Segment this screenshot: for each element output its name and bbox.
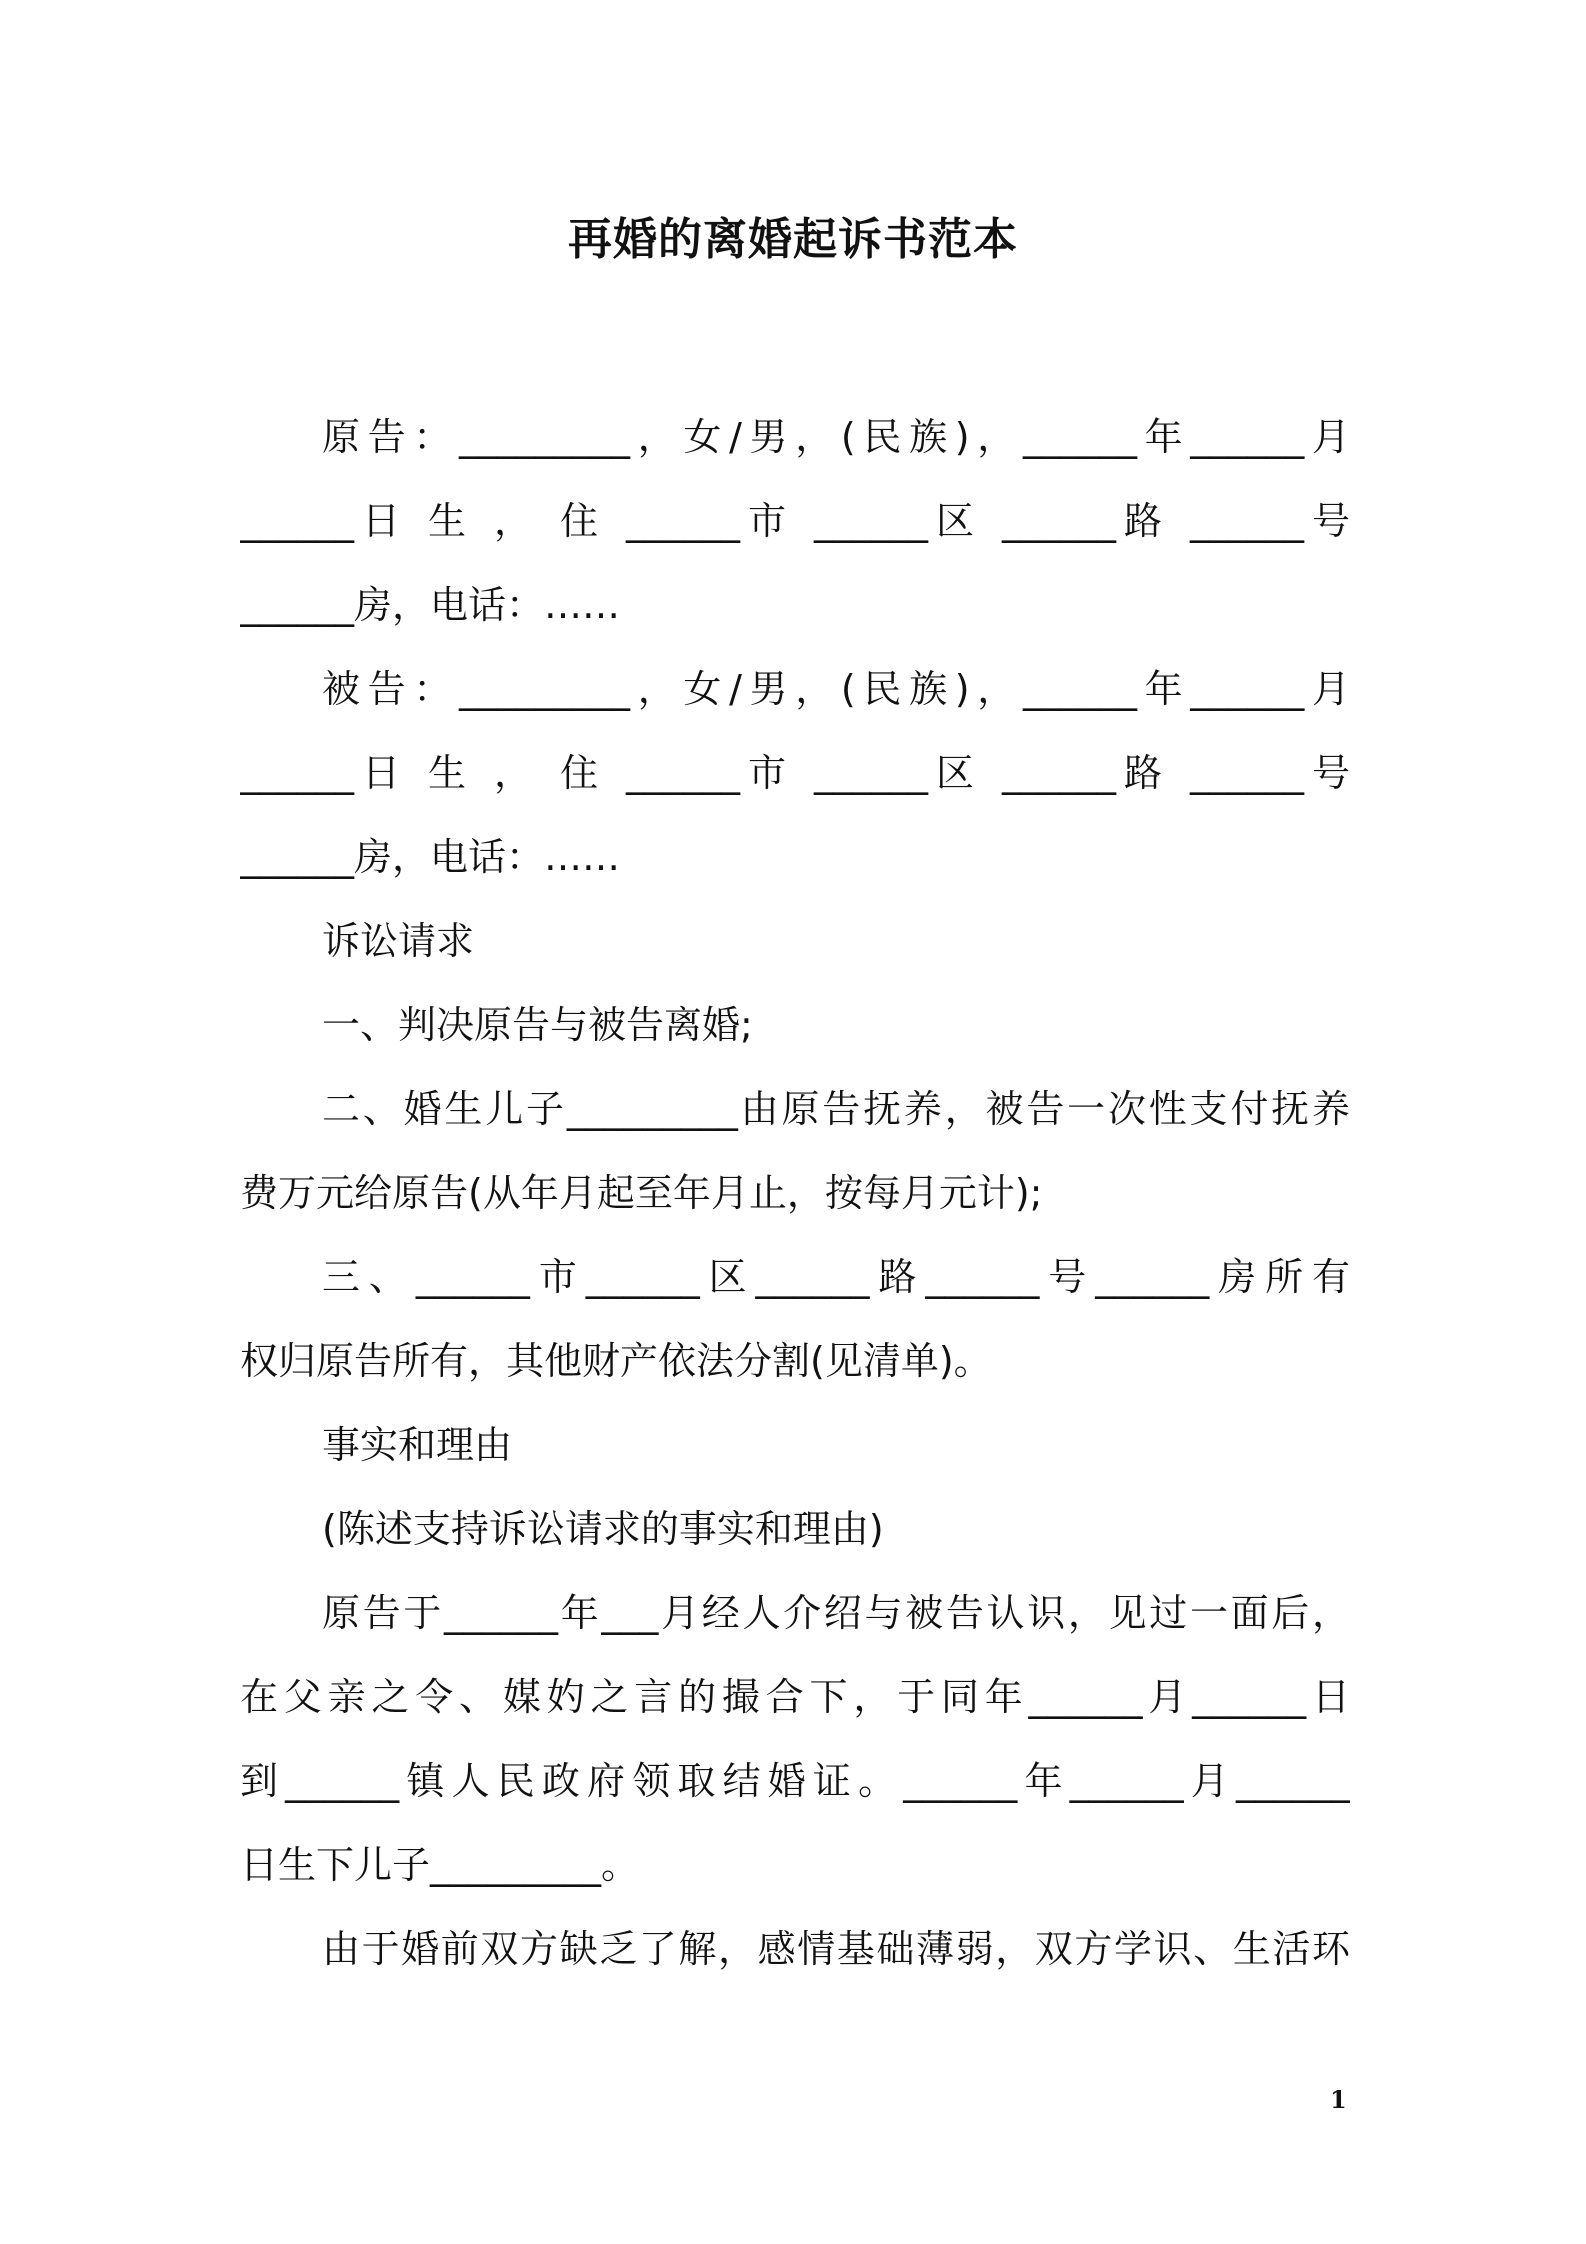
document-line: (陈述支持诉讼请求的事实和理由) bbox=[322, 1507, 884, 1551]
document-line: 二、婚生儿子_________由原告抚养，被告一次性支付抚养 bbox=[322, 1087, 1350, 1131]
document-line: 诉讼请求 bbox=[322, 919, 475, 963]
document-body bbox=[240, 395, 1350, 1991]
page-number: 1 bbox=[1330, 2085, 1347, 2114]
document-line: 权归原告所有，其他财产依法分割(见清单)。 bbox=[240, 1339, 992, 1383]
document-line: 原告于______年___月经人介绍与被告认识，见过一面后， bbox=[322, 1591, 1350, 1635]
document-line: 事实和理由 bbox=[322, 1423, 513, 1467]
document-line: 日生下儿子_________。 bbox=[240, 1843, 640, 1887]
document-line: 费万元给原告(从年月起至年月止，按每月元计); bbox=[240, 1171, 1043, 1215]
document-line: 到______镇人民政府领取结婚证。______年______月______ bbox=[240, 1759, 1350, 1803]
document-line: ______房，电话：…… bbox=[240, 583, 621, 627]
document-line: ______房，电话：…… bbox=[240, 835, 621, 879]
document-line: 三、______市______区______路______号______房所有 bbox=[322, 1255, 1350, 1299]
document-line: 被告：_________，女/男，(民族)，______年______月 bbox=[322, 667, 1350, 711]
document-title: 再婚的离婚起诉书范本 bbox=[568, 214, 1018, 265]
document-line: 一、判决原告与被告离婚; bbox=[322, 1003, 753, 1047]
document-line: 原告：_________，女/男，(民族)，______年______月 bbox=[322, 415, 1350, 459]
document-line: ______日 生 ， 住 ______市 ______区 ______路 ______号 bbox=[240, 751, 1350, 795]
document-line: ______日 生 ， 住 ______市 ______区 ______路 ______号 bbox=[240, 499, 1350, 543]
document-line: 在父亲之令、媒妁之言的撮合下，于同年______月______日 bbox=[240, 1675, 1350, 1719]
document-line: 由于婚前双方缺乏了解，感情基础薄弱，双方学识、生活环 bbox=[322, 1927, 1350, 1971]
